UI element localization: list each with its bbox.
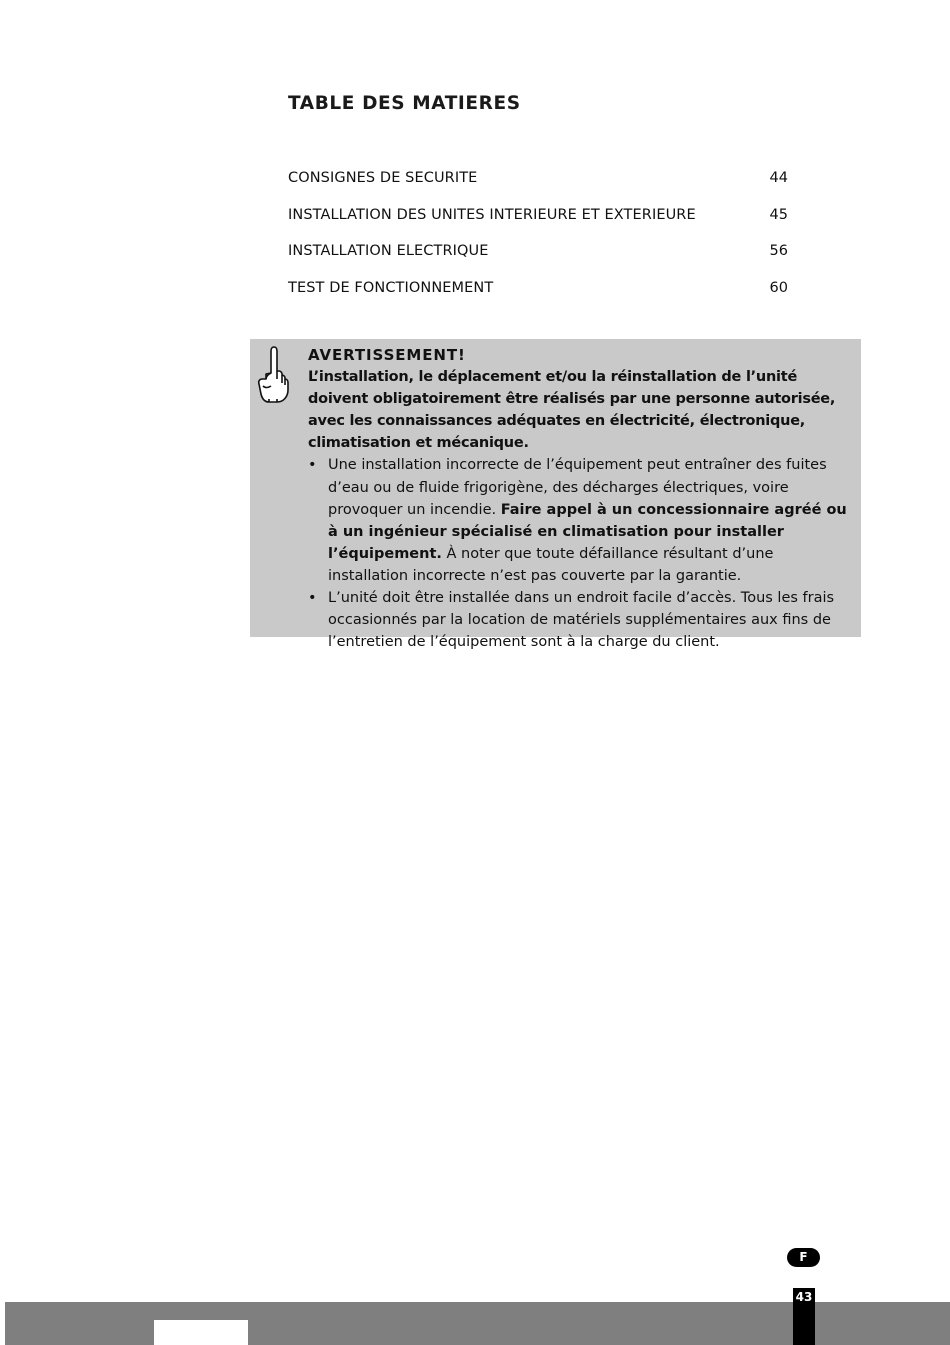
toc-row[interactable]	[288, 205, 788, 242]
warning-bullets	[308, 454, 856, 653]
page-number: 43	[793, 1288, 815, 1345]
warning-box	[250, 339, 861, 651]
bullet-emphasis: Faire appel à un concessionnaire agréé ou à un ingénieur spécialisé en climatisation pour installer l’équipement.	[328, 501, 847, 562]
table-of-contents	[288, 168, 788, 314]
warning-lead-text: L’installation, le déplacement et/ou la réinstallation de l’unité doivent obligatoirement être réalisés par une personne autorisée, avec les connaissances adéquates en électricité, électronique, climatisation et mécanique.	[308, 369, 836, 452]
pointing-hand-icon	[255, 344, 291, 404]
toc-row[interactable]	[288, 168, 788, 205]
toc-row[interactable]	[288, 278, 788, 315]
toc-row[interactable]	[288, 241, 788, 278]
bullet-text: L’unité doit être installée dans un endroit facile d’accès. Tous les frais occasionnés par la location de matériels supplémentaires aux fins de l’entretien de l’équipement sont à la charge du client.	[328, 590, 835, 651]
toc-page-number: 44	[769, 170, 788, 186]
toc-page-number: 56	[769, 243, 788, 259]
page-title: TABLE DES MATIERES	[288, 93, 521, 114]
toc-label: TEST DE FONCTIONNEMENT	[288, 279, 494, 296]
warning-content	[308, 344, 856, 653]
toc-label: INSTALLATION ELECTRIQUE	[288, 243, 489, 259]
bullet-text: Une installation incorrecte de l’équipement peut entraîner des fuites d’eau ou de fluide frigorigène, des décharges électriques, voire provoquer un incendie.	[328, 457, 827, 518]
bullet-text: À noter que toute défaillance résultant d’une installation incorrecte n’est pas couverte par la garantie.	[328, 545, 774, 584]
list-item	[308, 587, 856, 653]
warning-title: AVERTISSEMENT!	[308, 346, 466, 364]
language-badge: F	[787, 1248, 820, 1267]
toc-label: INSTALLATION DES UNITES INTERIEURE ET EXTERIEURE	[288, 206, 696, 223]
toc-page-number: 60	[769, 279, 788, 296]
toc-label: CONSIGNES DE SECURITE	[288, 170, 478, 186]
list-item	[308, 454, 856, 587]
footer-label-box	[154, 1320, 248, 1345]
toc-page-number: 45	[769, 206, 788, 223]
